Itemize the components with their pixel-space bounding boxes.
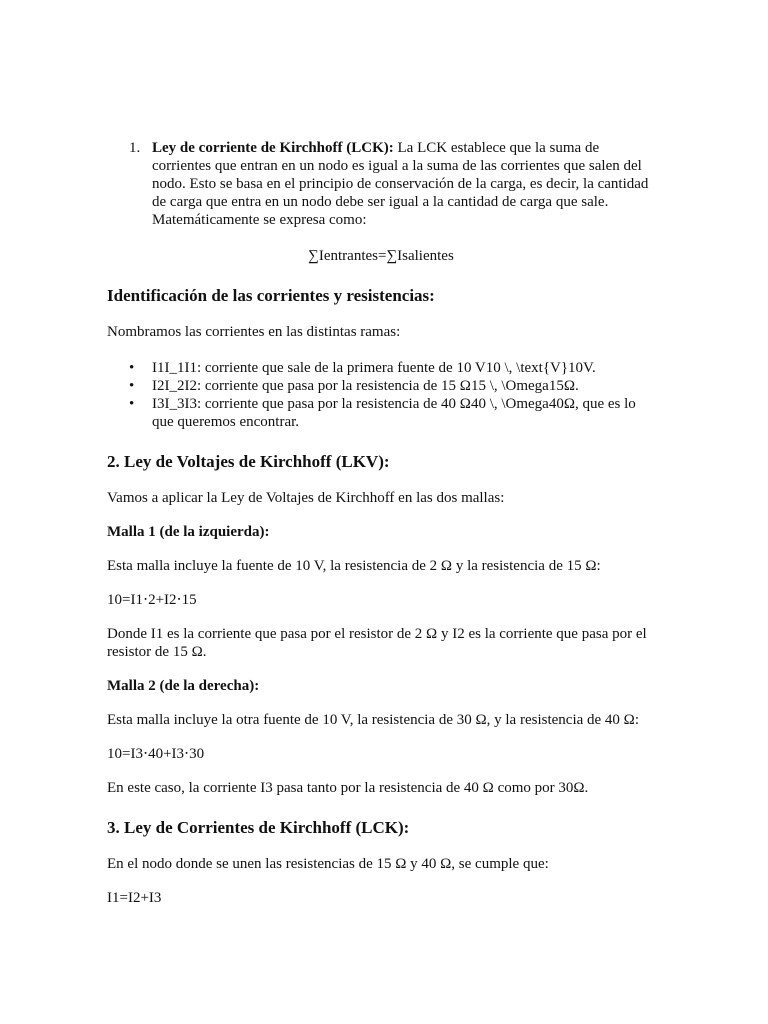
bullet-icon: • bbox=[129, 360, 135, 376]
list-item-text: I3I_3I3: corriente que pasa por la resistencia de 40 Ω40 \, \Omega40Ω, que es lo que queremos encontrar. bbox=[152, 396, 636, 430]
bullet-icon: • bbox=[129, 378, 135, 394]
equation-nodo: I1=I2+I3 bbox=[107, 890, 162, 906]
heading-identificacion: Identificación de las corrientes y resistencias: bbox=[107, 286, 435, 305]
item-text: La LCK establece que la suma de corrientes que entran en un nodo es igual a la suma de las corrientes que salen del nodo. Esto se basa en el principio de conservación de la carga, es decir, la cantidad de carga que entra en un nodo debe ser igual a la cantidad de carga que sale. Matemáticamente se expresa como: bbox=[152, 140, 649, 228]
paragraph-nodo: En el nodo donde se unen las resistencias de 15 Ω y 40 Ω, se cumple que: bbox=[107, 856, 549, 872]
list-number: 1. bbox=[129, 140, 141, 156]
document-page bbox=[107, 139, 655, 907]
paragraph-malla-2-note: En este caso, la corriente I3 pasa tanto por la resistencia de 40 Ω como por 30Ω. bbox=[107, 780, 589, 796]
subheading-malla-2: Malla 2 (de la derecha): bbox=[107, 678, 260, 694]
list-item bbox=[107, 377, 655, 395]
formula-lck: ∑Ientrantes=∑Isalientes bbox=[308, 248, 454, 264]
equation-malla-1: 10=I1⋅2+I2⋅15 bbox=[107, 592, 197, 608]
paragraph-nombramos: Nombramos las corrientes en las distintas ramas: bbox=[107, 324, 401, 340]
list-item bbox=[107, 395, 655, 431]
subheading-malla-1: Malla 1 (de la izquierda): bbox=[107, 524, 270, 540]
paragraph-malla-1-desc: Esta malla incluye la fuente de 10 V, la resistencia de 2 Ω y la resistencia de 15 Ω: bbox=[107, 558, 601, 574]
numbered-item-lck bbox=[107, 139, 655, 229]
currents-list bbox=[107, 359, 655, 431]
paragraph-lkv-intro: Vamos a aplicar la Ley de Voltajes de Kirchhoff en las dos mallas: bbox=[107, 490, 505, 506]
paragraph-malla-1-note: Donde I1 es la corriente que pasa por el resistor de 2 Ω y I2 es la corriente que pasa por el resistor de 15 Ω. bbox=[107, 626, 647, 660]
list-item-text: I2I_2I2: corriente que pasa por la resistencia de 15 Ω15 \, \Omega15Ω. bbox=[152, 378, 579, 394]
item-title: Ley de corriente de Kirchhoff (LCK): bbox=[152, 140, 394, 156]
list-item-text: I1I_1I1: corriente que sale de la primera fuente de 10 V10 \, \text{V}10V. bbox=[152, 360, 596, 376]
paragraph-malla-2-desc: Esta malla incluye la otra fuente de 10 V, la resistencia de 30 Ω, y la resistencia de 40 Ω: bbox=[107, 712, 639, 728]
bullet-icon: • bbox=[129, 396, 135, 412]
heading-lkv: 2. Ley de Voltajes de Kirchhoff (LKV): bbox=[107, 452, 390, 471]
equation-malla-2: 10=I3⋅40+I3⋅30 bbox=[107, 746, 205, 762]
list-item bbox=[107, 359, 655, 377]
heading-lck-3: 3. Ley de Corrientes de Kirchhoff (LCK): bbox=[107, 818, 410, 837]
